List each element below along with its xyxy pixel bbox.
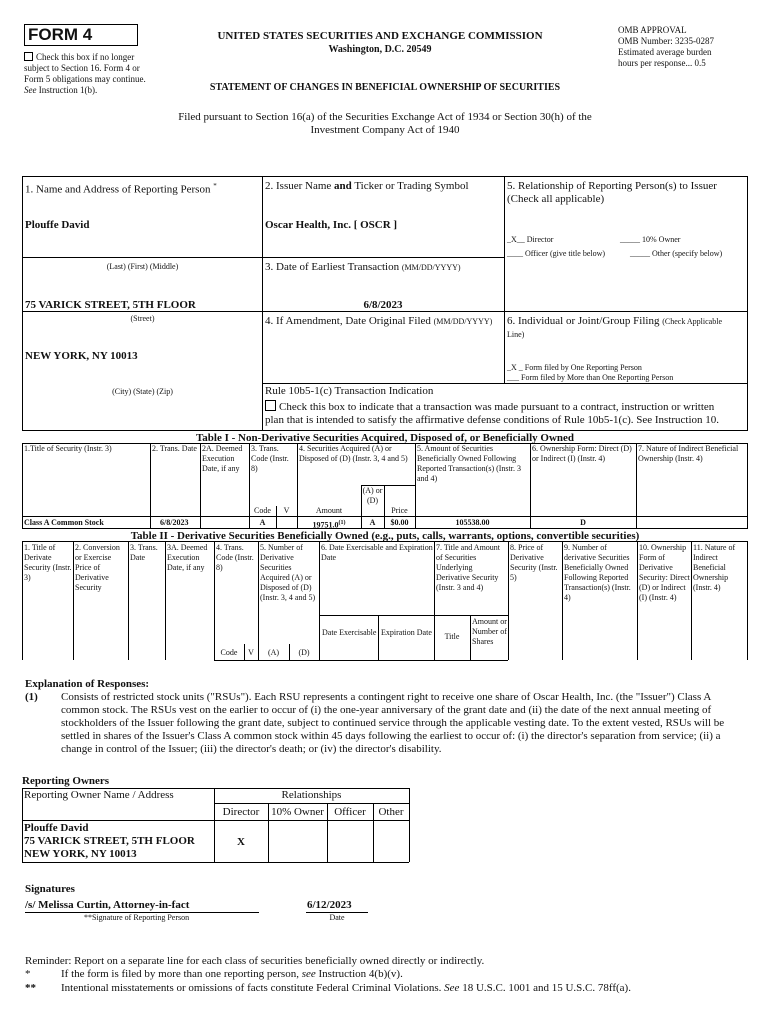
t1-header-trans-date: 2. Trans. Date — [152, 444, 197, 453]
owner-name-address-header: Reporting Owner Name / Address — [24, 789, 174, 801]
t2-header-exercisable-expiration: 6. Date Exercisable and Expiration Date — [321, 543, 433, 562]
t1-row-date: 6/8/2023 — [160, 518, 189, 527]
t1-sub-a-or-d: (A) or (D) — [362, 486, 383, 505]
t2-header-trans-date: 3. Trans. Date — [130, 543, 158, 562]
explanation-line: stockholders of the Issuer following the grant date, subject to continued service through the applicable vesting date. To the extent vested, RSUs will be — [61, 717, 725, 729]
relationship-ten-percent-owner[interactable]: _____ 10% Owner — [620, 235, 681, 244]
name-parts-caption: (Last) (First) (Middle) — [106, 262, 179, 271]
t1-header-title: 1.Title of Security (Instr. 3) — [24, 444, 112, 453]
ten-percent-column-header: 10% Owner — [271, 806, 324, 818]
explanation-note-number: (1) — [25, 691, 38, 703]
explanation-line: common stock. The RSUs vest on the earlier to occur of (i) the one-year anniversary of the grant date and (ii) the date of the next annual meeting of — [61, 704, 712, 716]
t1-header-trans-code: 3. Trans. Code (Instr. 8) — [251, 444, 289, 473]
signer-name: /s/ Melissa Curtin, Attorney-in-fact — [25, 899, 190, 911]
t2-sub-date-exercisable: Date Exercisable — [322, 628, 377, 637]
t2-sub-code: Code — [220, 648, 238, 657]
relationship-label: 5. Relationship of Reporting Person(s) to Issuer (Check all applicable) — [507, 180, 717, 205]
owner-name-address: Plouffe David 75 VARICK STREET, 5TH FLOOR NEW YORK, NY 10013 — [24, 822, 195, 860]
filed-by-one-person[interactable]: _X _ Form filed by One Reporting Person — [507, 363, 642, 372]
agency-name: UNITED STATES SECURITIES AND EXCHANGE COMMISSION — [217, 30, 543, 42]
statement-title: STATEMENT OF CHANGES IN BENEFICIAL OWNERSHIP OF SECURITIES — [209, 82, 561, 93]
t1-sub-v: V — [283, 506, 290, 515]
table2-title: Table II - Derivative Securities Beneficially Owned (e.g., puts, calls, warrants, options, convertible securities) — [130, 530, 640, 542]
t2-header-number-derivative: 5. Number of Derivative Securities Acquired (A) or Disposed of (D) (Instr. 3, 4 and 5) — [260, 543, 316, 602]
omb-approval: OMB APPROVAL OMB Number: 3235-0287 Estimated average burden hours per response... 0.5 — [618, 25, 714, 68]
no-longer-subject-checkbox-text: Check this box if no longer subject to Section 16. Form 4 or Form 5 obligations may continue. See Instruction 1(b). — [24, 52, 146, 95]
reminder-text: Reminder: Report on a separate line for each class of securities beneficially owned directly or indirectly. — [25, 955, 485, 967]
signatures-heading: Signatures — [25, 883, 75, 895]
table1-title: Table I - Non-Derivative Securities Acquired, Disposed of, or Beneficially Owned — [195, 432, 575, 444]
rule-10b5-1-text: Check this box to indicate that a transaction was made pursuant to a contract, instruction or written plan that is intended to satisfy the affirmative defense conditions of Rule 10b5-1(c). See Instruction 10. — [265, 401, 720, 426]
explanation-heading: Explanation of Responses: — [25, 678, 150, 690]
city-caption: (City) (State) (Zip) — [112, 387, 173, 396]
rule-10b5-1-checkbox[interactable] — [265, 400, 276, 411]
t1-row-title: Class A Common Stock — [24, 518, 104, 527]
t1-row-ownership-form: D — [580, 518, 586, 527]
filed-pursuant-text: Filed pursuant to Section 16(a) of the Securities Exchange Act of 1934 or Section 30(h) of the Investment Company Act of 1940 — [178, 111, 592, 136]
t1-header-ownership-form: 6. Ownership Form: Direct (D) or Indirect (I) (Instr. 4) — [532, 444, 632, 463]
form-title: FORM 4 — [24, 24, 138, 46]
footnote-star-text: If the form is filed by more than one reporting person, see Instruction 4(b)(v). — [61, 968, 403, 980]
t2-sub-title: Title — [444, 632, 460, 641]
t2-header-price-derivative: 8. Price of Derivative Security (Instr. 5) — [510, 543, 558, 582]
relationship-director[interactable]: _X__ Director — [507, 235, 554, 244]
relationship-officer[interactable]: ____ Officer (give title below) — [507, 249, 606, 258]
signature-date: 6/12/2023 — [307, 899, 352, 911]
t1-sub-amount: Amount — [315, 506, 343, 515]
t1-header-acquired-disposed: 4. Securities Acquired (A) or Disposed of (D) (Instr. 3, 4 and 5) — [299, 444, 408, 463]
footnote-double-star-text: Intentional misstatements or omissions of facts constitute Federal Criminal Violations. See 18 U.S.C. 1001 and 15 U.S.C. 78ff(a). — [61, 982, 631, 994]
reporting-person-name: Plouffe David — [25, 219, 90, 231]
t1-header-amount-owned: 5. Amount of Securities Beneficially Owned Following Reported Transaction(s) (Instr. 3 and 4) — [417, 444, 521, 483]
explanation-note-text — [61, 691, 751, 756]
t2-sub-v: V — [248, 648, 254, 657]
earliest-transaction-label: 3. Date of Earliest Transaction (MM/DD/YYYY) — [265, 261, 461, 273]
t2-header-conversion-price: 2. Conversion or Exercise Price of Derivative Security — [75, 543, 120, 592]
t2-header-trans-code: 4. Trans. Code (Instr. 8) — [216, 543, 254, 572]
t2-sub-amount-shares: Amount or Number of Shares — [472, 617, 507, 646]
relationships-header: Relationships — [281, 789, 342, 801]
t2-sub-d: (D) — [298, 648, 310, 657]
explanation-line: change in control of the Issuer; (iii) the director's death; or (iv) the director's disability. — [61, 743, 442, 755]
t1-sub-price: Price — [391, 506, 408, 515]
t2-header-deemed-date: 3A. Deemed Execution Date, if any — [167, 543, 208, 572]
relationship-other[interactable]: _____ Other (specify below) — [630, 249, 723, 258]
t2-header-title: 1. Title of Derivate Security (Instr. 3) — [24, 543, 72, 582]
explanation-line: Consists of restricted stock units ("RSUs"). Each RSU represents a contingent right to receive one share of Oscar Health, Inc. (the "Issuer") Class A — [61, 691, 712, 703]
footnote-double-star-mark: ** — [25, 982, 36, 994]
reporting-person-street: 75 VARICK STREET, 5TH FLOOR — [25, 299, 196, 311]
t1-row-a-or-d: A — [369, 518, 376, 527]
agency-address: Washington, D.C. 20549 — [328, 44, 432, 55]
street-caption: (Street) — [130, 314, 155, 323]
t1-row-amount-owned: 105538.00 — [455, 518, 490, 527]
t2-header-nature: 11. Nature of Indirect Beneficial Ownership (Instr. 4) — [693, 543, 736, 592]
t2-header-number-owned: 9. Number of derivative Securities Beneficially Owned Following Reported Transaction(s) (Instr. 4) — [564, 543, 631, 602]
issuer-label: 2. Issuer Name and Ticker or Trading Symbol — [265, 180, 469, 192]
explanation-line: settled in shares of the Issuer's Class A common stock within 45 days following the earliest to occur of: (i) the director's separation from service; (ii) a — [61, 730, 721, 742]
t1-header-nature: 7. Nature of Indirect Beneficial Ownership (Instr. 4) — [638, 444, 739, 463]
other-column-header: Other — [378, 806, 404, 818]
rule-10b5-1-title: Rule 10b5-1(c) Transaction Indication — [265, 385, 434, 397]
reporting-person-label: 1. Name and Address of Reporting Person * — [25, 182, 217, 196]
amendment-label: 4. If Amendment, Date Original Filed (MM/DD/YYYY) — [265, 315, 493, 327]
director-mark: X — [237, 836, 245, 848]
t2-sub-expiration-date: Expiration Date — [381, 628, 432, 637]
director-column-header: Director — [222, 806, 260, 818]
no-longer-subject-checkbox[interactable] — [24, 52, 33, 61]
t1-row-code: A — [259, 518, 266, 527]
t2-header-ownership-form: 10. Ownership Form of Derivative Security: Direct (D) or Indirect (I) (Instr. 4) — [639, 543, 690, 602]
issuer-name: Oscar Health, Inc. [ OSCR ] — [265, 219, 398, 231]
filed-by-more-persons[interactable]: ___ Form filed by More than One Reporting Person — [507, 373, 674, 382]
t2-header-title-amount-underlying: 7. Title and Amount of Securities Underlying Derivative Security (Instr. 3 and 4) — [436, 543, 501, 592]
signature-date-caption: Date — [329, 913, 345, 922]
officer-column-header: Officer — [334, 806, 366, 818]
signature-caption: **Signature of Reporting Person — [84, 913, 190, 922]
t1-sub-code: Code — [254, 506, 271, 515]
t1-row-amount: 19751.0$^{(1)}$ — [312, 520, 346, 530]
t1-header-deemed-date: 2A. Deemed Execution Date, if any — [202, 444, 243, 473]
individual-joint-filing-label: 6. Individual or Joint/Group Filing (Check Applicable Line) — [507, 315, 722, 339]
reporting-person-city: NEW YORK, NY 10013 — [25, 350, 138, 362]
reporting-owners-heading: Reporting Owners — [22, 775, 110, 787]
earliest-transaction-date: 6/8/2023 — [363, 299, 403, 311]
t1-row-price: $0.00 — [390, 518, 409, 527]
t2-sub-a: (A) — [267, 648, 280, 657]
footnote-star-mark: * — [25, 968, 31, 980]
